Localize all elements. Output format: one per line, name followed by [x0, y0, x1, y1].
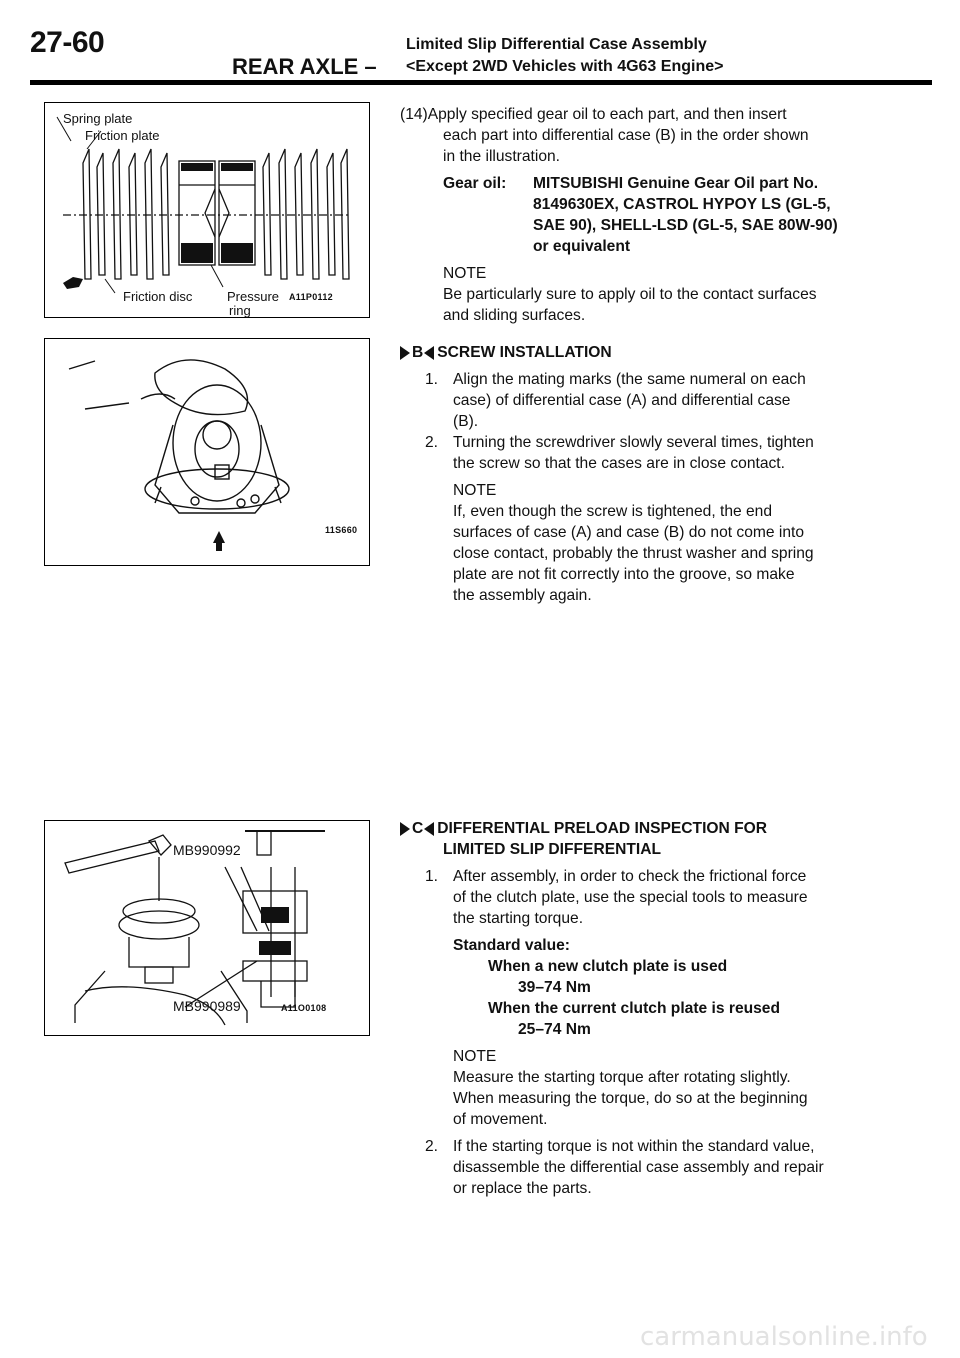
- screw-heading-text: SCREW INSTALLATION: [437, 344, 612, 361]
- preload-heading-line1: DIFFERENTIAL PRELOAD INSPECTION FOR: [437, 820, 768, 837]
- header-rule: [30, 80, 932, 85]
- preload-step1-line3: the starting torque.: [453, 910, 584, 927]
- preload-marker: C: [412, 820, 424, 837]
- section-title: REAR AXLE –: [232, 54, 377, 79]
- screw-step1-line3: (B).: [453, 413, 479, 430]
- preload-step2-line2: disassemble the differential case assembly and repair: [453, 1159, 824, 1176]
- screw-installation-heading: [400, 342, 612, 363]
- preload-step1-num: 1.: [425, 868, 439, 885]
- screw-note-line3: close contact, probably the thrust washer and spring: [453, 545, 814, 562]
- screw-installation-diagram: [45, 339, 369, 565]
- label-pressure: Pressure: [227, 289, 280, 304]
- screw-step1-line1: Align the mating marks (the same numeral on each: [453, 371, 806, 388]
- oil-can-icon: [63, 277, 83, 289]
- page-number: 27-60: [30, 26, 105, 59]
- screw-note-line2: surfaces of case (A) and case (B) do not come into: [453, 524, 805, 541]
- preload-step2-num: 2.: [425, 1138, 439, 1155]
- preload-step1-line1: After assembly, in order to check the frictional force: [453, 868, 807, 885]
- label-friction-disc: Friction disc: [123, 289, 193, 304]
- screw-step2-num: 2.: [425, 434, 439, 451]
- label-friction-plate: Friction plate: [85, 128, 160, 143]
- step14-note-line1: Be particularly sure to apply oil to the contact surfaces: [443, 286, 817, 303]
- screw-step2-line1: Turning the screwdriver slowly several times, tighten: [453, 434, 814, 451]
- gear-oil-label: Gear oil:: [443, 175, 507, 192]
- screw-note-line1: If, even though the screw is tightened, the end: [453, 503, 773, 520]
- screw-step2-line2: the screw so that the cases are in close contact.: [453, 455, 785, 472]
- gear-oil-line2: 8149630EX, CASTROL HYPOY LS (GL-5,: [533, 196, 831, 213]
- figure-friction-plates: [44, 102, 370, 318]
- step14-note-label: NOTE: [443, 265, 487, 282]
- preload-note-label: NOTE: [453, 1048, 497, 1065]
- label-spring-plate: Spring plate: [63, 111, 133, 126]
- current-plate-value: 25–74 Nm: [518, 1021, 591, 1038]
- screw-step1-num: 1.: [425, 371, 439, 388]
- screw-note-label: NOTE: [453, 482, 497, 499]
- screw-note-line5: the assembly again.: [453, 587, 592, 604]
- up-arrow-icon: [213, 531, 225, 551]
- preload-step1-line2: of the clutch plate, use the special tools to measure: [453, 889, 808, 906]
- step14-line3: in the illustration.: [443, 148, 561, 165]
- watermark: carmanualsonline.info: [640, 1322, 928, 1352]
- new-plate-value: 39–74 Nm: [518, 979, 591, 996]
- step14-line1: (14)Apply specified gear oil to each part, and then insert: [400, 106, 787, 123]
- left-triangle-icon: [424, 346, 434, 360]
- preload-heading: [400, 818, 767, 839]
- new-plate-label: When a new clutch plate is used: [488, 958, 728, 975]
- subtitle-line2: <Except 2WD Vehicles with 4G63 Engine>: [406, 58, 724, 75]
- preload-note-line1: Measure the starting torque after rotating slightly.: [453, 1069, 791, 1086]
- current-plate-label: When the current clutch plate is reused: [488, 1000, 781, 1017]
- gear-oil-line3: SAE 90), SHELL-LSD (GL-5, SAE 80W-90): [533, 217, 838, 234]
- gear-oil-line4: or equivalent: [533, 238, 631, 255]
- figure2-code: 11S660: [325, 525, 358, 535]
- preload-note-line2: When measuring the torque, do so at the beginning: [453, 1090, 808, 1107]
- step14-line2: each part into differential case (B) in the order shown: [443, 127, 809, 144]
- label-ring: ring: [229, 303, 251, 318]
- screw-step1-line2: case) of differential case (A) and differential case: [453, 392, 791, 409]
- preload-step2-line1: If the starting torque is not within the standard value,: [453, 1138, 815, 1155]
- figure-preload-tools: [44, 820, 370, 1036]
- label-tool-mb990992: MB990992: [173, 842, 241, 858]
- subtitle-line1: Limited Slip Differential Case Assembly: [406, 36, 707, 53]
- preload-heading-line2: LIMITED SLIP DIFFERENTIAL: [443, 841, 662, 858]
- left-triangle-icon: [424, 822, 434, 836]
- gear-oil-line1: MITSUBISHI Genuine Gear Oil part No.: [533, 175, 819, 192]
- right-triangle-icon: [400, 346, 410, 360]
- label-tool-mb990989: MB990989: [173, 998, 241, 1014]
- figure1-code: A11P0112: [289, 292, 333, 302]
- preload-note-line3: of movement.: [453, 1111, 548, 1128]
- figure3-code: A11O0108: [281, 1003, 327, 1013]
- standard-value-label: Standard value:: [453, 937, 570, 954]
- screw-marker: B: [412, 344, 424, 361]
- figure-screw-installation: [44, 338, 370, 566]
- preload-step2-line3: or replace the parts.: [453, 1180, 592, 1197]
- step14-note-line2: and sliding surfaces.: [443, 307, 586, 324]
- screw-note-line4: plate are not fit correctly into the groove, so make: [453, 566, 795, 583]
- right-triangle-icon: [400, 822, 410, 836]
